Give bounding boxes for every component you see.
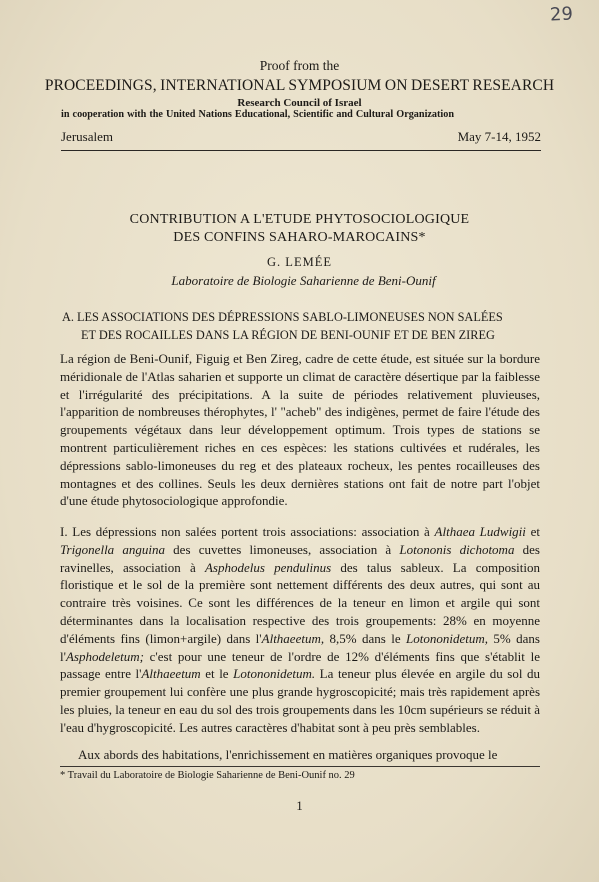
association-name: Althaeetum, [261, 630, 325, 646]
association-name: Asphodeletum; [65, 648, 144, 664]
section-a-line-2: ET DES ROCAILLES DANS LA RÉGION DE BENI-OUNIF ET DE BEN ZIREG [81, 328, 495, 342]
date: May 7-14, 1952 [457, 129, 541, 144]
species-name: Asphodelus pendulinus [204, 559, 332, 575]
text-run: I. Les dépressions non salées portent trois associations: association à [60, 524, 435, 539]
paragraph-3: Aux abords des habitations, l'enrichissement en matières organiques provoque le [78, 747, 498, 762]
species-name: Lotononis dichotoma [399, 541, 515, 557]
paragraph-2 [60, 523, 540, 737]
text-run: c'est pour une teneur de l'ordre de 12% d'éléments fins que s'établit le passage entre l' [60, 648, 540, 682]
species-name: Althaea Ludwigii [434, 524, 526, 539]
association-name: Lotononidetum. [233, 666, 316, 682]
council-line: Research Council of Israel [237, 97, 362, 109]
laboratory: Laboratoire de Biologie Saharienne de Beni-Ounif [171, 273, 436, 288]
footnote: * Travail du Laboratoire de Biologie Saharienne de Beni-Ounif no. 29 [60, 770, 355, 781]
paragraph-1: La région de Beni-Ounif, Figuig et Ben Zireg, cadre de cette étude, est située sur la bordure méridionale de l'Atlas saharien et supporte un climat de caractère désertique par la faiblesse et l'irrégularité des précipitations. A la suite de périodes relativement pluvieuses, l'apparition de nombreuses thérophytes, l' "acheb" des indigènes, permet de faire l'étude des groupements végétaux dans leur développement optimum. Trois types de stations se montrent particulièrement riches en ces espèces: les stations cultivées et rudérales, les dépressions sablo-limoneuses du reg et des plateaux rocheux, les pentes rocailleuses des montagnes et des collines. Seuls les deux dernières stations ont fait de notre part l'objet d'une étude phytosociologique approfondie. [60, 351, 540, 509]
title-line-1: CONTRIBUTION A L'ETUDE PHYTOSOCIOLOGIQUE [129, 212, 470, 227]
text-run: et le [200, 666, 234, 682]
page-number: 1 [296, 798, 303, 813]
author: G. LEMÉE [267, 255, 332, 269]
text-run: et [525, 524, 541, 539]
handwritten-page-number: 29 [549, 3, 574, 26]
section-a-heading [62, 308, 541, 344]
text-run: des talus sableux. La composition floristique et le sol de la première sont nettement différents des deux autres, qui sont au contraire très voisines. Ce sont les différences de la teneur en limon et argile qui sont déterminantes dans la localisation respective des trois groupements: 28% en moyenne d'éléments fins (limon+argile) dans l' [60, 559, 540, 646]
header-rule [61, 150, 541, 151]
section-a-line-1: A. LES ASSOCIATIONS DES DÉPRESSIONS SABLO-LIMONEUSES NON SALÉES [62, 310, 503, 324]
association-name: Lotononidetum, [406, 630, 489, 646]
footnote-rule [60, 766, 540, 767]
place: Jerusalem [61, 129, 113, 144]
text-run: des cuvettes limoneuses, association à [164, 541, 400, 557]
association-name: Althaeetum [141, 666, 201, 682]
text-run: 5% dans l' [60, 630, 540, 664]
proceedings-title: PROCEEDINGS, INTERNATIONAL SYMPOSIUM ON DESERT RESEARCH [44, 77, 555, 94]
cooperation-line: in cooperation with the United Nations Educational, Scientific and Cultural Organization [61, 109, 454, 120]
text-run: 8,5% dans le [324, 630, 407, 646]
text-run: La teneur plus élevée en argile du sol du premier groupement lui confère une plus grande hygroscopicité; mais très rapidement après les pluies, la teneur en eau du sol des trois groupements dans les 10cm supérieurs se réduit à l'eau d'hygroscopicité. Les autres caractères d'habitat sont à peu près semblables. [60, 666, 540, 735]
title-line-2: DES CONFINS SAHARO-MAROCAINS* [173, 230, 426, 245]
species-name: Trigonella anguina [60, 541, 165, 557]
text-run: des ravinelles, association à [60, 541, 540, 575]
proof-line: Proof from the [259, 58, 340, 73]
